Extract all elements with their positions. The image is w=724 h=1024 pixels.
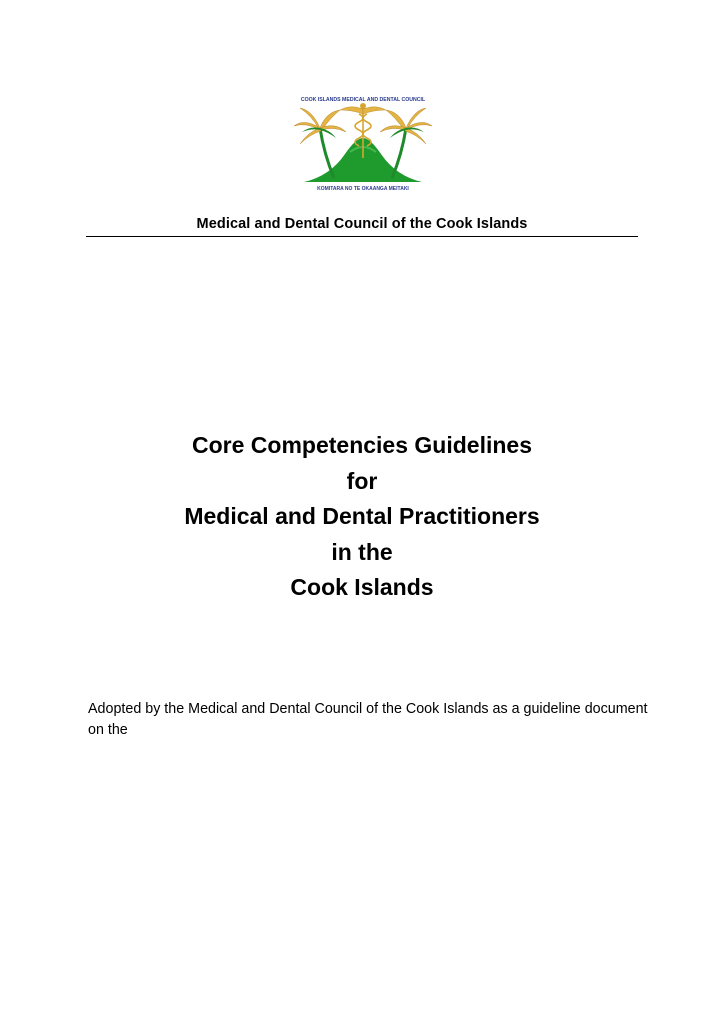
document-title — [86, 428, 638, 606]
title-line-5: Cook Islands — [290, 574, 434, 600]
logo-bottom-lettering — [314, 184, 412, 192]
council-heading: Medical and Dental Council of the Cook Islands — [196, 216, 528, 232]
logo-top-lettering — [301, 95, 426, 103]
title-line-4: in the — [331, 538, 393, 565]
header-divider — [86, 236, 638, 237]
svg-text:COOK ISLANDS MEDICAL AND DENTA: COOK ISLANDS MEDICAL AND DENTAL COUNCIL — [300, 97, 426, 103]
adoption-statement: Adopted by the Medical and Dental Council of the Cook Islands as a guideline document on the — [88, 701, 648, 738]
title-line-1: Core Competencies Guidelines — [192, 432, 532, 458]
title-line-3: Medical and Dental Practitioners — [184, 503, 540, 529]
title-line-2: for — [346, 467, 378, 494]
svg-text:KOMITARA NO TE OKAANGA MEITAKI: KOMITARA NO TE OKAANGA MEITAKI — [317, 186, 409, 192]
council-crest-logo — [290, 92, 436, 196]
